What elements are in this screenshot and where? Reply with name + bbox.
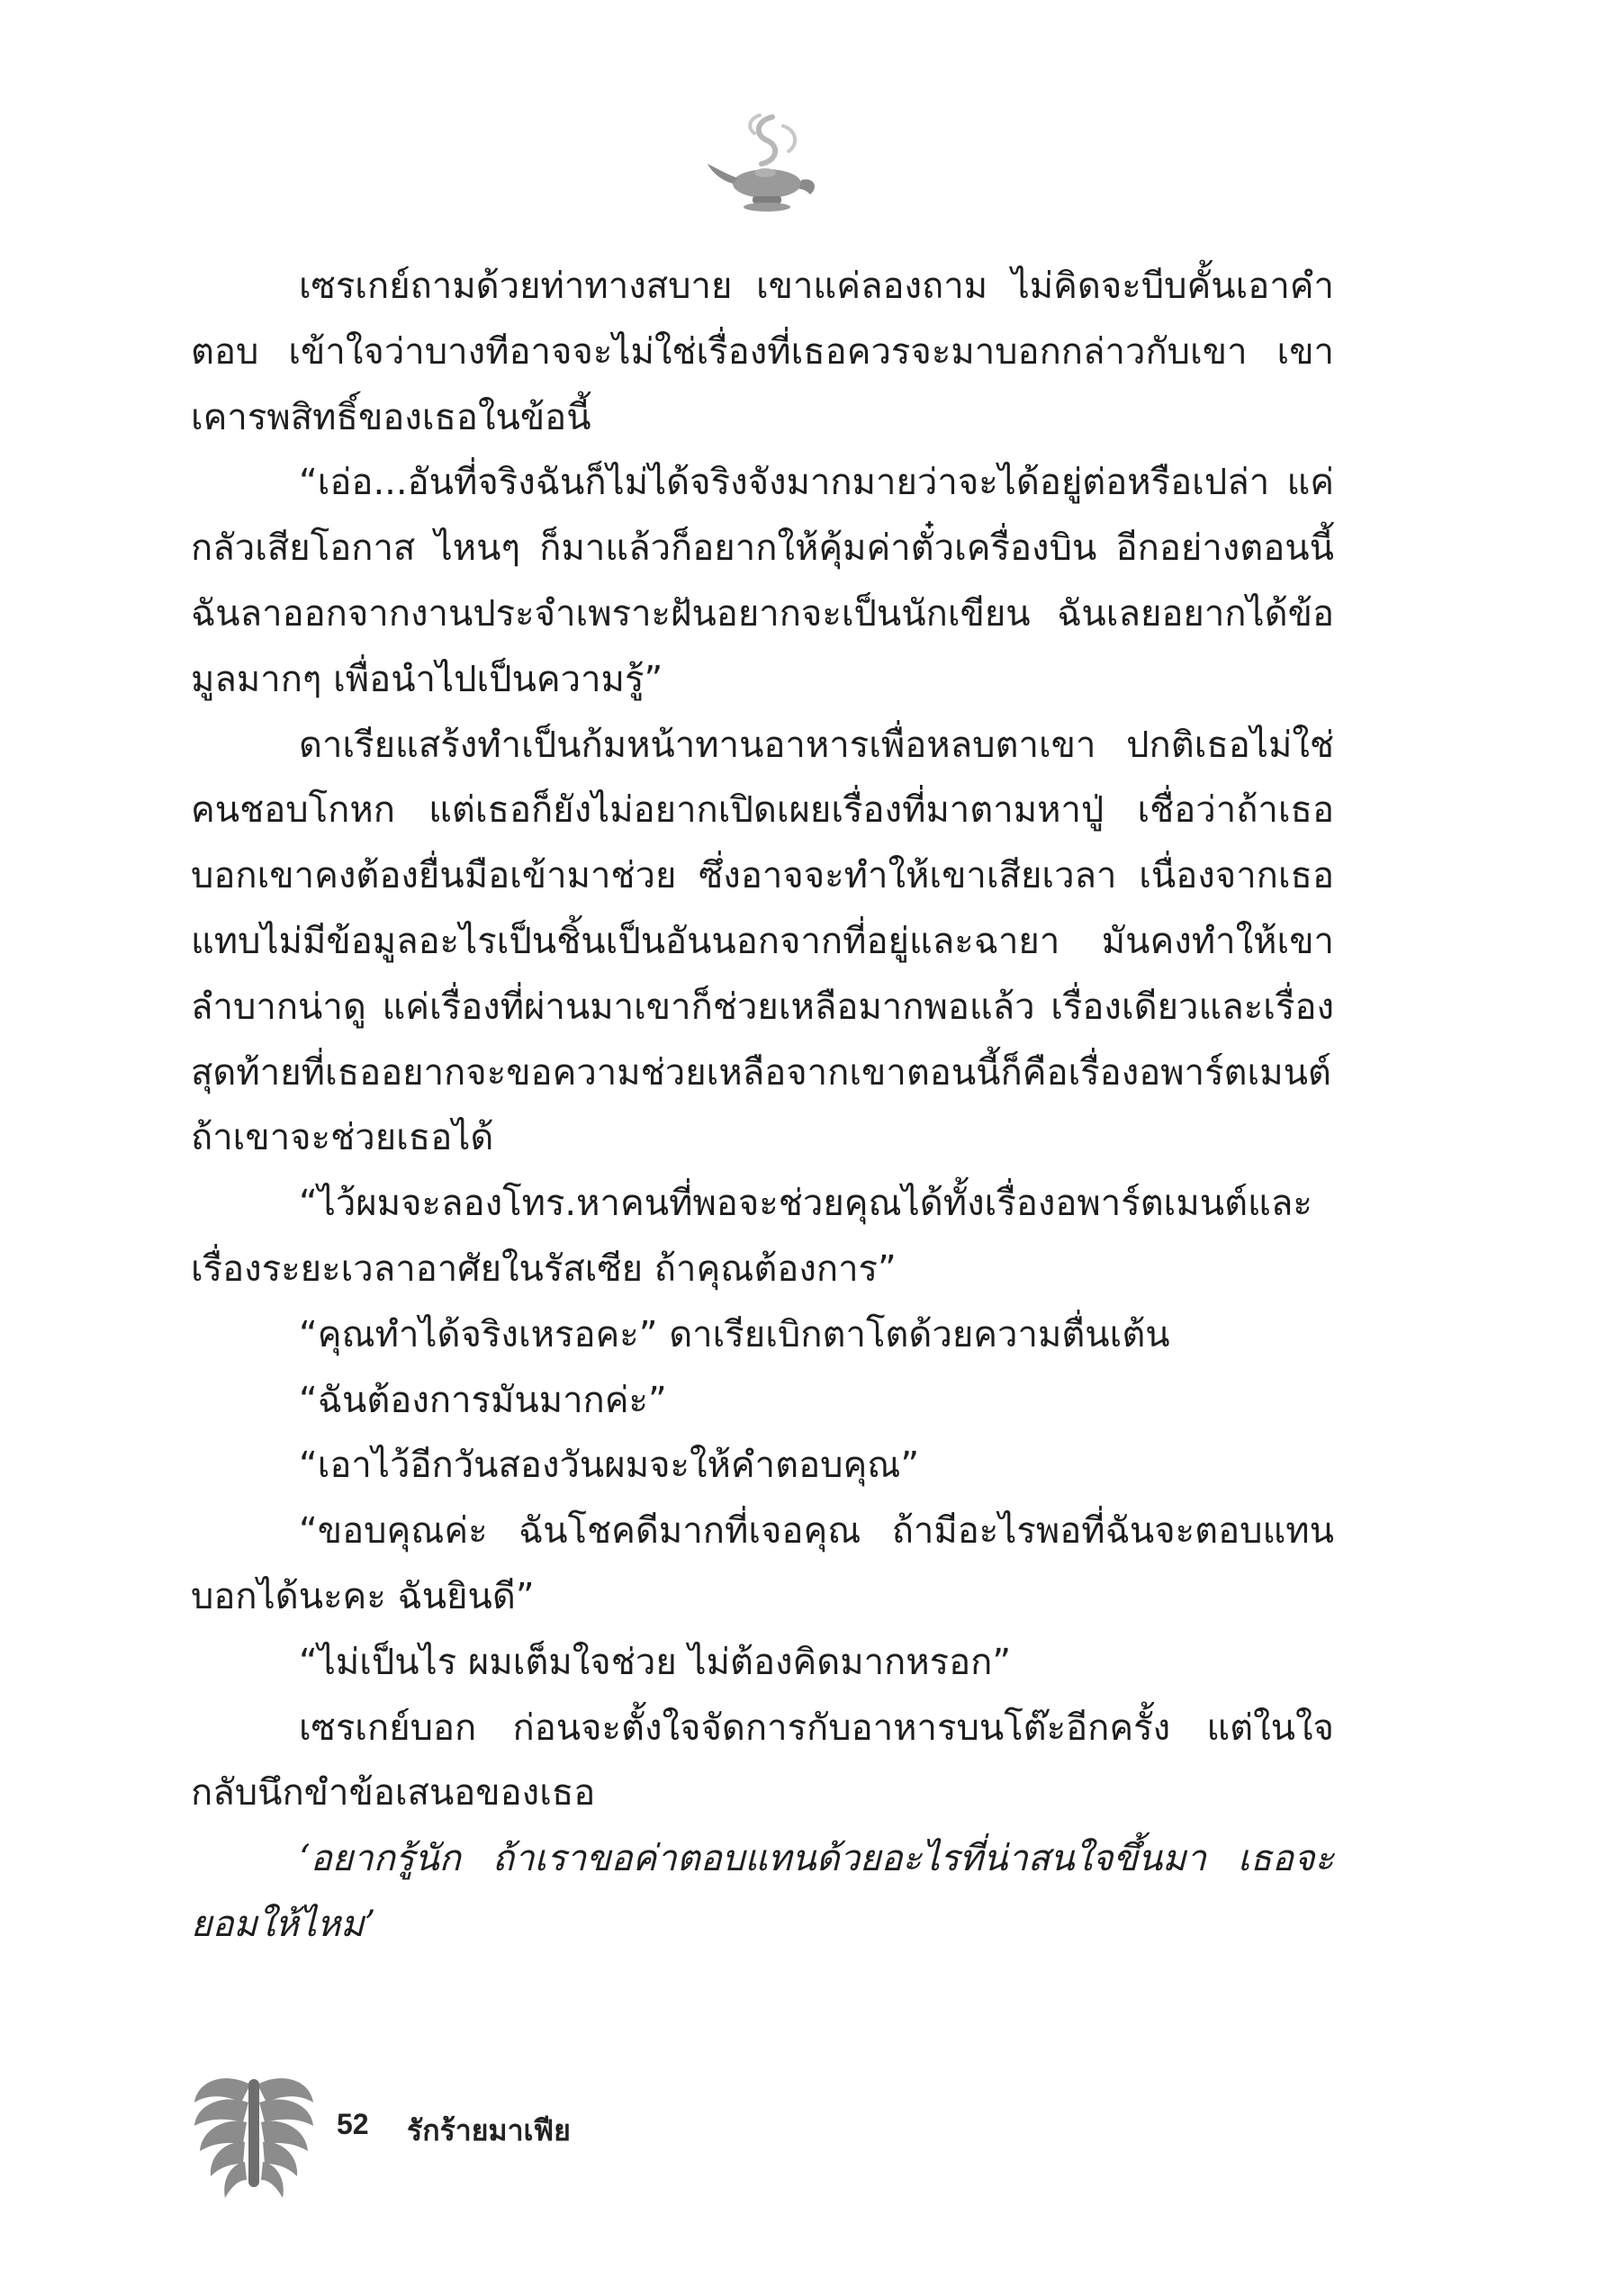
- paragraph: “ไม่เป็นไร ผมเต็มใจช่วย ไม่ต้องคิดมากหรอก”: [299, 1641, 1012, 1683]
- paragraph: “เอ่อ...อันที่จริงฉันก็ไม่ได้จริงจังมากมายว่าจะได้อยู่ต่อหรือเปล่า แค่กลัวเสียโอกาส ไหนๆ ก็มาแล้วก็อยากให้คุ้มค่าตั๋วเครื่องบิน อีกอย่างตอนนี้ฉันลาออกจากงานประจำเพราะฝันอยากจะเป็นนักเขียน ฉันเลยอยากได้ข้อมูลมากๆ เพื่อนำไปเป็นความรู้”: [191, 462, 1334, 700]
- genie-lamp-icon: [702, 108, 828, 216]
- paragraph: “คุณทำได้จริงเหรอคะ” ดาเรียเบิกตาโตด้วยความตื่นเต้น: [299, 1313, 1170, 1355]
- italic-thought-paragraph: ‘อยากรู้นัก ถ้าเราขอค่าตอบแทนด้วยอะไรที่น่าสนใจขึ้นมา เธอจะยอมให้ไหม’: [191, 1838, 1334, 1945]
- angel-wings-icon: [191, 2066, 317, 2201]
- body-text: [191, 254, 1334, 1958]
- page-number: 52: [337, 2108, 369, 2140]
- paragraph: “ไว้ผมจะลองโทร.หาคนที่พอจะช่วยคุณได้ทั้งเรื่องอพาร์ตเมนต์และเรื่องระยะเวลาอาศัยในรัสเซีย ถ้าคุณต้องการ”: [191, 1183, 1312, 1290]
- paragraph: “ขอบคุณค่ะ ฉันโชคดีมากที่เจอคุณ ถ้ามีอะไรพอที่ฉันจะตอบแทนบอกได้นะคะ ฉันยินดี”: [191, 1510, 1334, 1617]
- paragraph: “ฉันต้องการมันมากค่ะ”: [299, 1379, 667, 1421]
- book-title: รักร้ายมาเฟีย: [407, 2113, 571, 2147]
- paragraph: ดาเรียแสร้งทำเป็นก้มหน้าทานอาหารเพื่อหลบตาเขา ปกติเธอไม่ใช่คนชอบโกหก แต่เธอก็ยังไม่อยากเปิดเผยเรื่องที่มาตามหาปู่ เชื่อว่าถ้าเธอบอกเขาคงต้องยื่นมือเข้ามาช่วย ซึ่งอาจจะทำให้เขาเสียเวลา เนื่องจากเธอแทบไม่มีข้อมูลอะไรเป็นชิ้นเป็นอันนอกจากที่อยู่และฉายา มันคงทำให้เขาลำบากน่าดู แค่เรื่องที่ผ่านมาเขาก็ช่วยเหลือมากพอแล้ว เรื่องเดียวและเรื่องสุดท้ายที่เธออยากจะขอความช่วยเหลือจากเขาตอนนี้ก็คือเรื่องอพาร์ตเมนต์ ถ้าเขาจะช่วยเธอได้: [191, 724, 1334, 1159]
- page-footer: [191, 2066, 1001, 2201]
- paragraph: เซรเกย์ถามด้วยท่าทางสบาย เขาแค่ลองถาม ไม่คิดจะบีบคั้นเอาคำตอบ เข้าใจว่าบางทีอาจจะไม่ใช่เรื่องที่เธอควรจะมาบอกกล่าวกับเขา เขาเคารพสิทธิ์ของเธอในข้อนี้: [191, 266, 1334, 438]
- paragraph: “เอาไว้อีกวันสองวันผมจะให้คำตอบคุณ”: [299, 1445, 920, 1487]
- paragraph: เซรเกย์บอก ก่อนจะตั้งใจจัดการกับอาหารบนโต๊ะอีกครั้ง แต่ในใจกลับนึกขำข้อเสนอของเธอ: [191, 1706, 1334, 1814]
